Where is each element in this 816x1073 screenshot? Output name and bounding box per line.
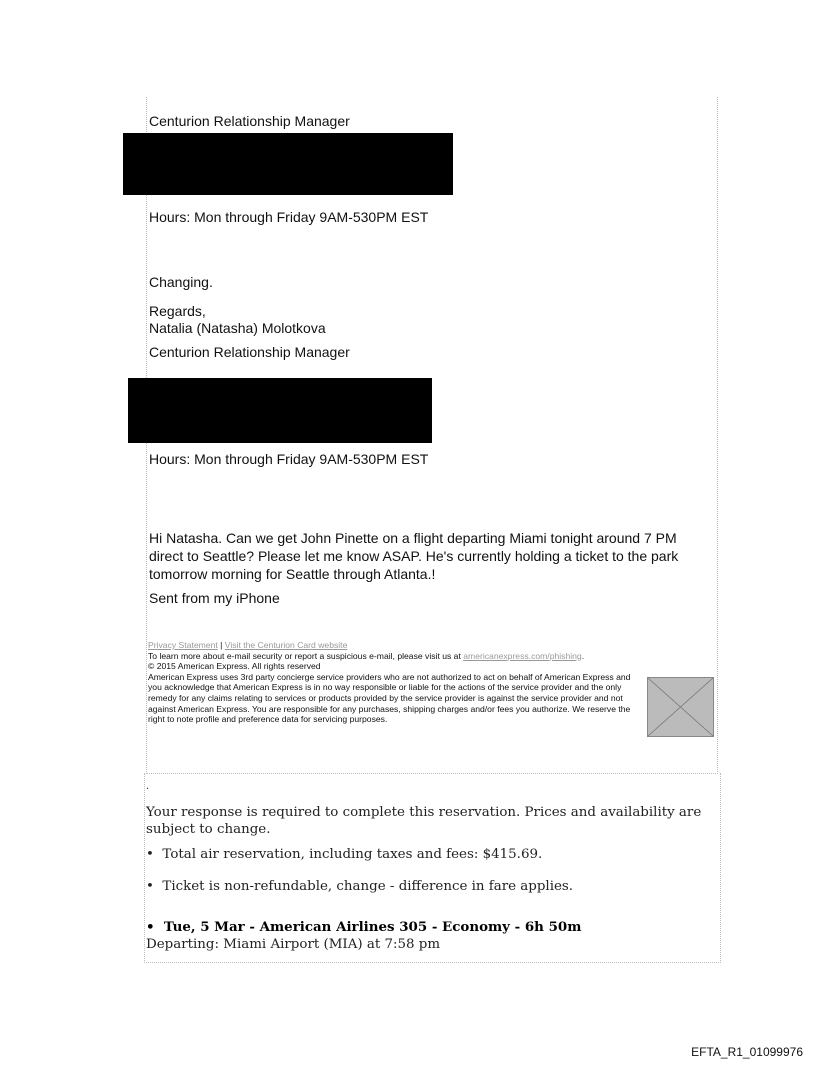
reservation-intro-cont: subject to change. [146, 822, 271, 837]
phishing-link[interactable]: americanexpress.com/phishing [463, 650, 582, 661]
flight-summary: Tue, 5 Mar - American Airlines 305 - Economy - 6h 50m [163, 919, 582, 935]
total-price: Total air reservation, including taxes and fees: $415.69. [162, 847, 543, 862]
broken-image-placeholder [647, 677, 714, 737]
disclaimer: American Express uses 3rd party concierge service providers who are not authorized to act on behalf of American Express and you acknowledge that American Express is in no way responsible or liable for the actions of the service provider and the only remedy for any claims relating to services or products provided by the service provider is against the service provider and not against American Express. You are responsible for any purchases, shipping charges and/or fees you authorize. We reserve the right to note profile and preference data for servicing purposes. [148, 671, 631, 725]
original-line: direct to Seattle? Please let me know ASAP. He's currently holding a ticket to the park [149, 548, 679, 564]
centurion-website-link[interactable]: Visit the Centurion Card website [224, 640, 348, 650]
copyright: © 2015 American Express. All rights reserved [148, 661, 321, 672]
reply-hours: Hours: Mon through Friday 9AM-530PM EST [149, 451, 429, 467]
privacy-statement-link[interactable]: Privacy Statement [148, 640, 218, 650]
signature-title: Centurion Relationship Manager [149, 113, 350, 129]
redaction-block [123, 133, 453, 195]
original-line: tomorrow morning for Seattle through Atlanta.! [149, 566, 436, 582]
email-footer [148, 640, 643, 725]
image-placeholder-icon [648, 678, 713, 736]
signature-hours: Hours: Mon through Friday 9AM-530PM EST [149, 209, 429, 225]
reply-sender-name: Natalia (Natasha) Molotkova [149, 320, 326, 336]
separator: | [220, 640, 223, 650]
document-id: EFTA_R1_01099976 [691, 1045, 803, 1059]
original-line: Hi Natasha. Can we get John Pinette on a flight departing Miami tonight around 7 PM [149, 530, 677, 546]
bullet: • [146, 919, 155, 935]
period: . [581, 650, 585, 661]
sent-from: Sent from my iPhone [149, 590, 280, 606]
reply-sender-title: Centurion Relationship Manager [149, 344, 350, 360]
ticket-policy: Ticket is non-refundable, change - difference in fare applies. [162, 879, 574, 894]
reservation-intro: Your response is required to complete this reservation. Prices and availability are [146, 805, 702, 820]
departing-info: Departing: Miami Airport (MIA) at 7:58 pm [146, 937, 441, 952]
stray-dot: . [146, 781, 150, 792]
reply-body: Changing. [149, 274, 213, 290]
redaction-block [128, 378, 432, 443]
reply-regards: Regards, [149, 303, 206, 319]
bullet: • [146, 879, 154, 894]
bullet: • [146, 847, 154, 862]
security-text: To learn more about e-mail security or report a suspicious e-mail, please visit us at [148, 650, 461, 661]
